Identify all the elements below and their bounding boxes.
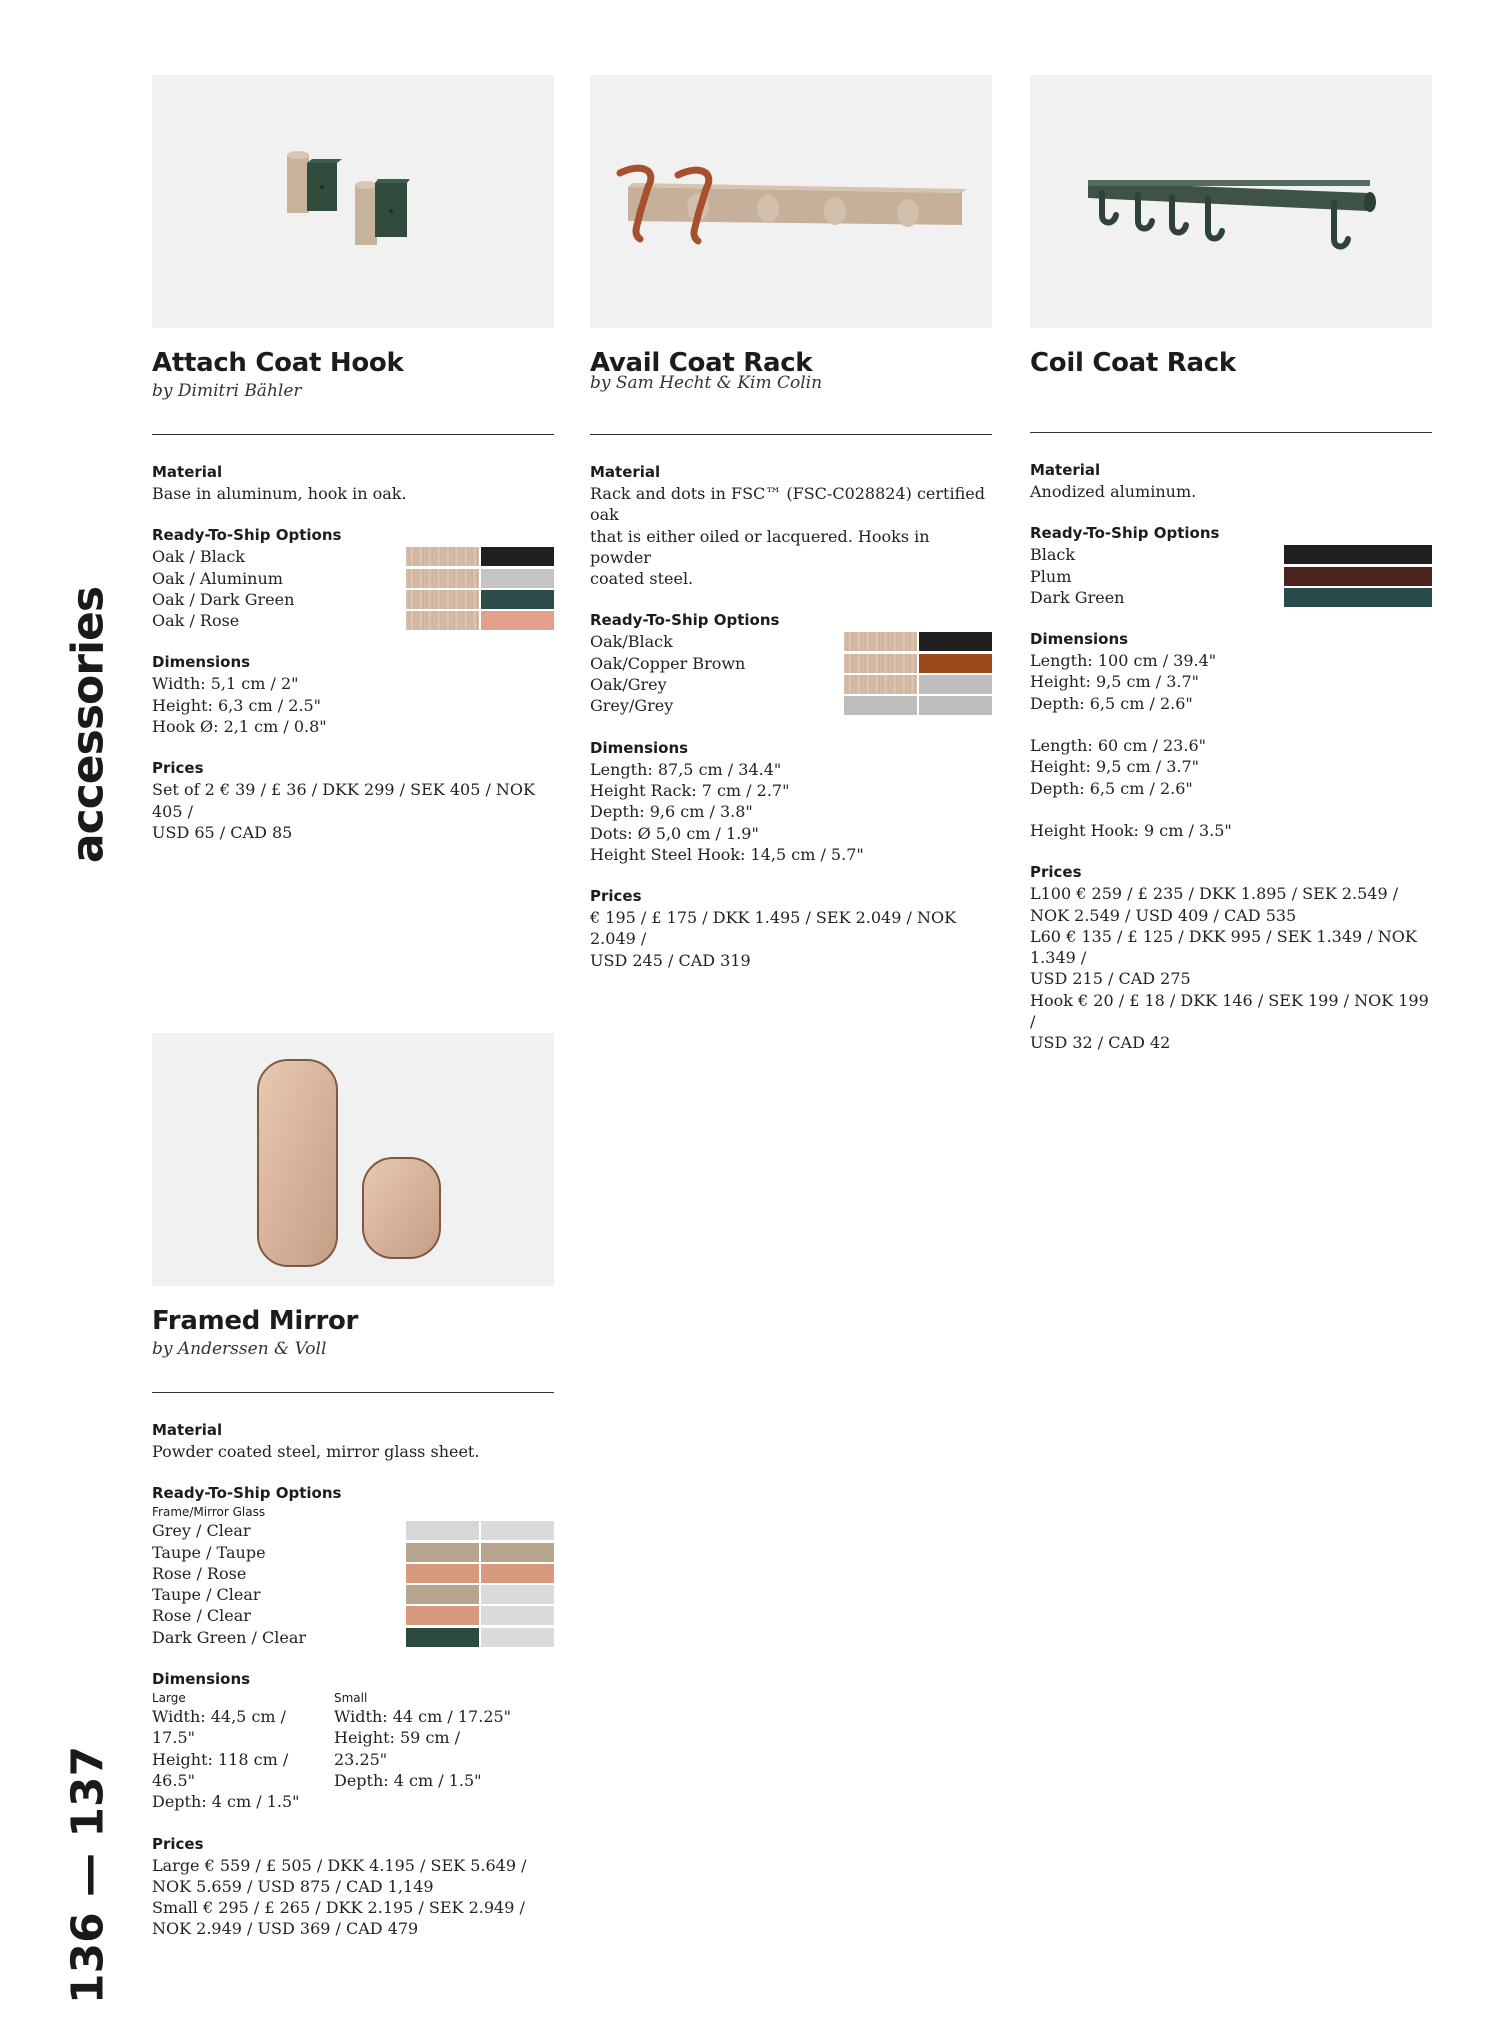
dimension-line: Width: 5,1 cm / 2" — [152, 674, 299, 694]
product-title: Framed Mirror — [152, 1306, 359, 1336]
price-line: NOK 2.949 / USD 369 / CAD 479 — [152, 1919, 419, 1939]
option-row: Oak / Dark Green — [152, 589, 554, 610]
dimension-line: Length: 60 cm / 23.6" — [1030, 736, 1206, 756]
dimension-line: Height: 6,3 cm / 2.5" — [152, 695, 322, 715]
product-coil-coat-rack — [1030, 75, 1432, 1054]
dimensions-large — [152, 1690, 334, 1812]
option-row: Oak/Grey — [590, 674, 992, 695]
color-swatch — [406, 1585, 554, 1604]
dimension-line: Depth: 4 cm / 1.5" — [152, 1792, 300, 1812]
price-line: NOK 5.659 / USD 875 / CAD 1,149 — [152, 1876, 434, 1896]
page-number: 136 — 137 — [62, 1745, 114, 2005]
option-row: Plum — [1030, 566, 1432, 587]
dimension-line: Width: 44,5 cm / 17.5" — [152, 1707, 287, 1748]
dimensions-large-label: Large — [152, 1691, 186, 1706]
color-swatch — [844, 654, 992, 673]
price-line: Large € 559 / £ 505 / DKK 4.195 / SEK 5.649 / — [152, 1855, 527, 1875]
prices-heading: Prices — [152, 1834, 204, 1853]
dimension-line: Height Hook: 9 cm / 3.5" — [1030, 820, 1232, 840]
coat-hook-image — [152, 75, 554, 328]
option-row: Grey/Grey — [590, 695, 992, 716]
dimensions-heading: Dimensions — [152, 1670, 251, 1689]
prices-heading: Prices — [152, 759, 204, 778]
options-heading: Ready-To-Ship Options — [152, 1484, 342, 1503]
color-swatch — [406, 1628, 554, 1647]
price-line: Hook € 20 / £ 18 / DKK 146 / SEK 199 / NOK 199 / — [1030, 990, 1429, 1032]
option-row: Taupe / Taupe — [152, 1542, 554, 1563]
color-swatch — [844, 632, 992, 651]
dimensions-heading: Dimensions — [1030, 630, 1129, 649]
dimension-line: Depth: 6,5 cm / 2.6" — [1030, 778, 1193, 798]
price-line: USD 215 / CAD 275 — [1030, 969, 1191, 989]
dimension-line: Height: 9,5 cm / 3.7" — [1030, 672, 1200, 692]
product-title: Coil Coat Rack — [1030, 348, 1236, 378]
dimension-line: Depth: 4 cm / 1.5" — [334, 1770, 482, 1790]
prices-heading: Prices — [1030, 863, 1082, 882]
product-title: Avail Coat Rack — [590, 348, 813, 378]
color-swatch — [1284, 567, 1432, 586]
dimension-line: Height: 59 cm / 23.25" — [334, 1728, 461, 1769]
section-label: accessories — [62, 586, 114, 864]
prices-heading: Prices — [590, 887, 642, 906]
product-designer: by Anderssen & Voll — [152, 1339, 327, 1359]
options-list — [590, 631, 992, 716]
option-row: Dark Green — [1030, 587, 1432, 608]
dimension-line: Length: 87,5 cm / 34.4" — [590, 759, 782, 779]
price-line: € 195 / £ 175 / DKK 1.495 / SEK 2.049 / NOK 2.049 / — [590, 908, 957, 949]
color-swatch — [844, 675, 992, 694]
coil-rack-image — [1030, 75, 1432, 328]
options-list — [1030, 544, 1432, 608]
price-line: USD 65 / CAD 85 — [152, 822, 293, 842]
options-list — [152, 546, 554, 631]
option-row: Oak/Black — [590, 631, 992, 652]
option-row: Oak / Black — [152, 546, 554, 567]
option-row: Rose / Clear — [152, 1605, 554, 1626]
dimensions-small-label: Small — [334, 1691, 368, 1706]
material-text: Anodized aluminum. — [1030, 482, 1197, 501]
material-text: coated steel. — [590, 569, 694, 589]
mirror-image — [152, 1033, 554, 1286]
dimension-line: Width: 44 cm / 17.25" — [334, 1707, 512, 1727]
material-heading: Material — [590, 463, 661, 481]
dimension-line: Hook Ø: 2,1 cm / 0.8" — [152, 717, 327, 737]
color-swatch — [406, 590, 554, 609]
price-line: L100 € 259 / £ 235 / DKK 1.895 / SEK 2.549 / — [1030, 884, 1399, 904]
color-swatch — [406, 1543, 554, 1562]
price-line: NOK 2.549 / USD 409 / CAD 535 — [1030, 905, 1297, 925]
dimension-line: Depth: 6,5 cm / 2.6" — [1030, 693, 1193, 713]
color-swatch — [844, 696, 992, 715]
color-swatch — [406, 569, 554, 588]
price-line: USD 245 / CAD 319 — [590, 950, 751, 970]
price-line: USD 32 / CAD 42 — [1030, 1033, 1171, 1053]
price-line: L60 € 135 / £ 125 / DKK 995 / SEK 1.349 / NOK 1.349 / — [1030, 926, 1417, 968]
option-row: Dark Green / Clear — [152, 1627, 554, 1648]
color-swatch — [406, 1564, 554, 1583]
material-heading: Material — [1030, 461, 1101, 479]
dimensions-small — [334, 1690, 516, 1812]
dimensions-heading: Dimensions — [152, 653, 251, 672]
option-row: Grey / Clear — [152, 1520, 554, 1541]
options-heading: Ready-To-Ship Options — [152, 526, 342, 545]
coat-rack-image — [590, 75, 992, 328]
option-row: Oak/Copper Brown — [590, 653, 992, 674]
product-title: Attach Coat Hook — [152, 348, 404, 378]
product-designer: by Dimitri Bähler — [152, 381, 302, 401]
material-text: that is either oiled or lacquered. Hooks in powder — [590, 526, 930, 567]
color-swatch — [406, 1606, 554, 1625]
dimension-line: Length: 100 cm / 39.4" — [1030, 651, 1217, 671]
options-heading: Ready-To-Ship Options — [590, 611, 780, 630]
price-line: Small € 295 / £ 265 / DKK 2.195 / SEK 2.949 / — [152, 1898, 525, 1918]
options-list — [152, 1520, 554, 1648]
dimensions-heading: Dimensions — [590, 738, 689, 757]
dimension-line: Height Steel Hook: 14,5 cm / 5.7" — [590, 844, 864, 864]
option-row: Taupe / Clear — [152, 1584, 554, 1605]
material-text: Powder coated steel, mirror glass sheet. — [152, 1442, 480, 1461]
options-heading: Ready-To-Ship Options — [1030, 524, 1220, 543]
color-swatch — [406, 1521, 554, 1540]
product-designer: by Sam Hecht & Kim Colin — [590, 373, 823, 393]
dimension-line: Height: 118 cm / 46.5" — [152, 1749, 289, 1790]
dimension-line: Height Rack: 7 cm / 2.7" — [590, 780, 790, 800]
material-heading: Material — [152, 1421, 223, 1439]
price-line: Set of 2 € 39 / £ 36 / DKK 299 / SEK 405 / NOK 405 / — [152, 780, 535, 821]
dimensions-columns — [152, 1690, 554, 1812]
material-text: Rack and dots in FSC™ (FSC-C028824) certified oak — [590, 484, 985, 525]
color-swatch — [1284, 545, 1432, 564]
options-subheading: Frame/Mirror Glass — [152, 1505, 266, 1520]
color-swatch — [406, 611, 554, 630]
color-swatch — [406, 547, 554, 566]
dimension-line: Dots: Ø 5,0 cm / 1.9" — [590, 823, 759, 843]
option-row: Rose / Rose — [152, 1563, 554, 1584]
material-heading: Material — [152, 463, 223, 481]
option-row: Oak / Aluminum — [152, 568, 554, 589]
option-row: Oak / Rose — [152, 610, 554, 631]
product-avail-coat-rack — [590, 75, 992, 971]
product-attach-coat-hook — [152, 75, 554, 843]
option-row: Black — [1030, 544, 1432, 565]
dimension-line: Height: 9,5 cm / 3.7" — [1030, 757, 1200, 777]
material-text: Base in aluminum, hook in oak. — [152, 484, 407, 503]
color-swatch — [1284, 588, 1432, 607]
dimension-line: Depth: 9,6 cm / 3.8" — [590, 802, 753, 822]
product-framed-mirror — [152, 1033, 554, 1940]
